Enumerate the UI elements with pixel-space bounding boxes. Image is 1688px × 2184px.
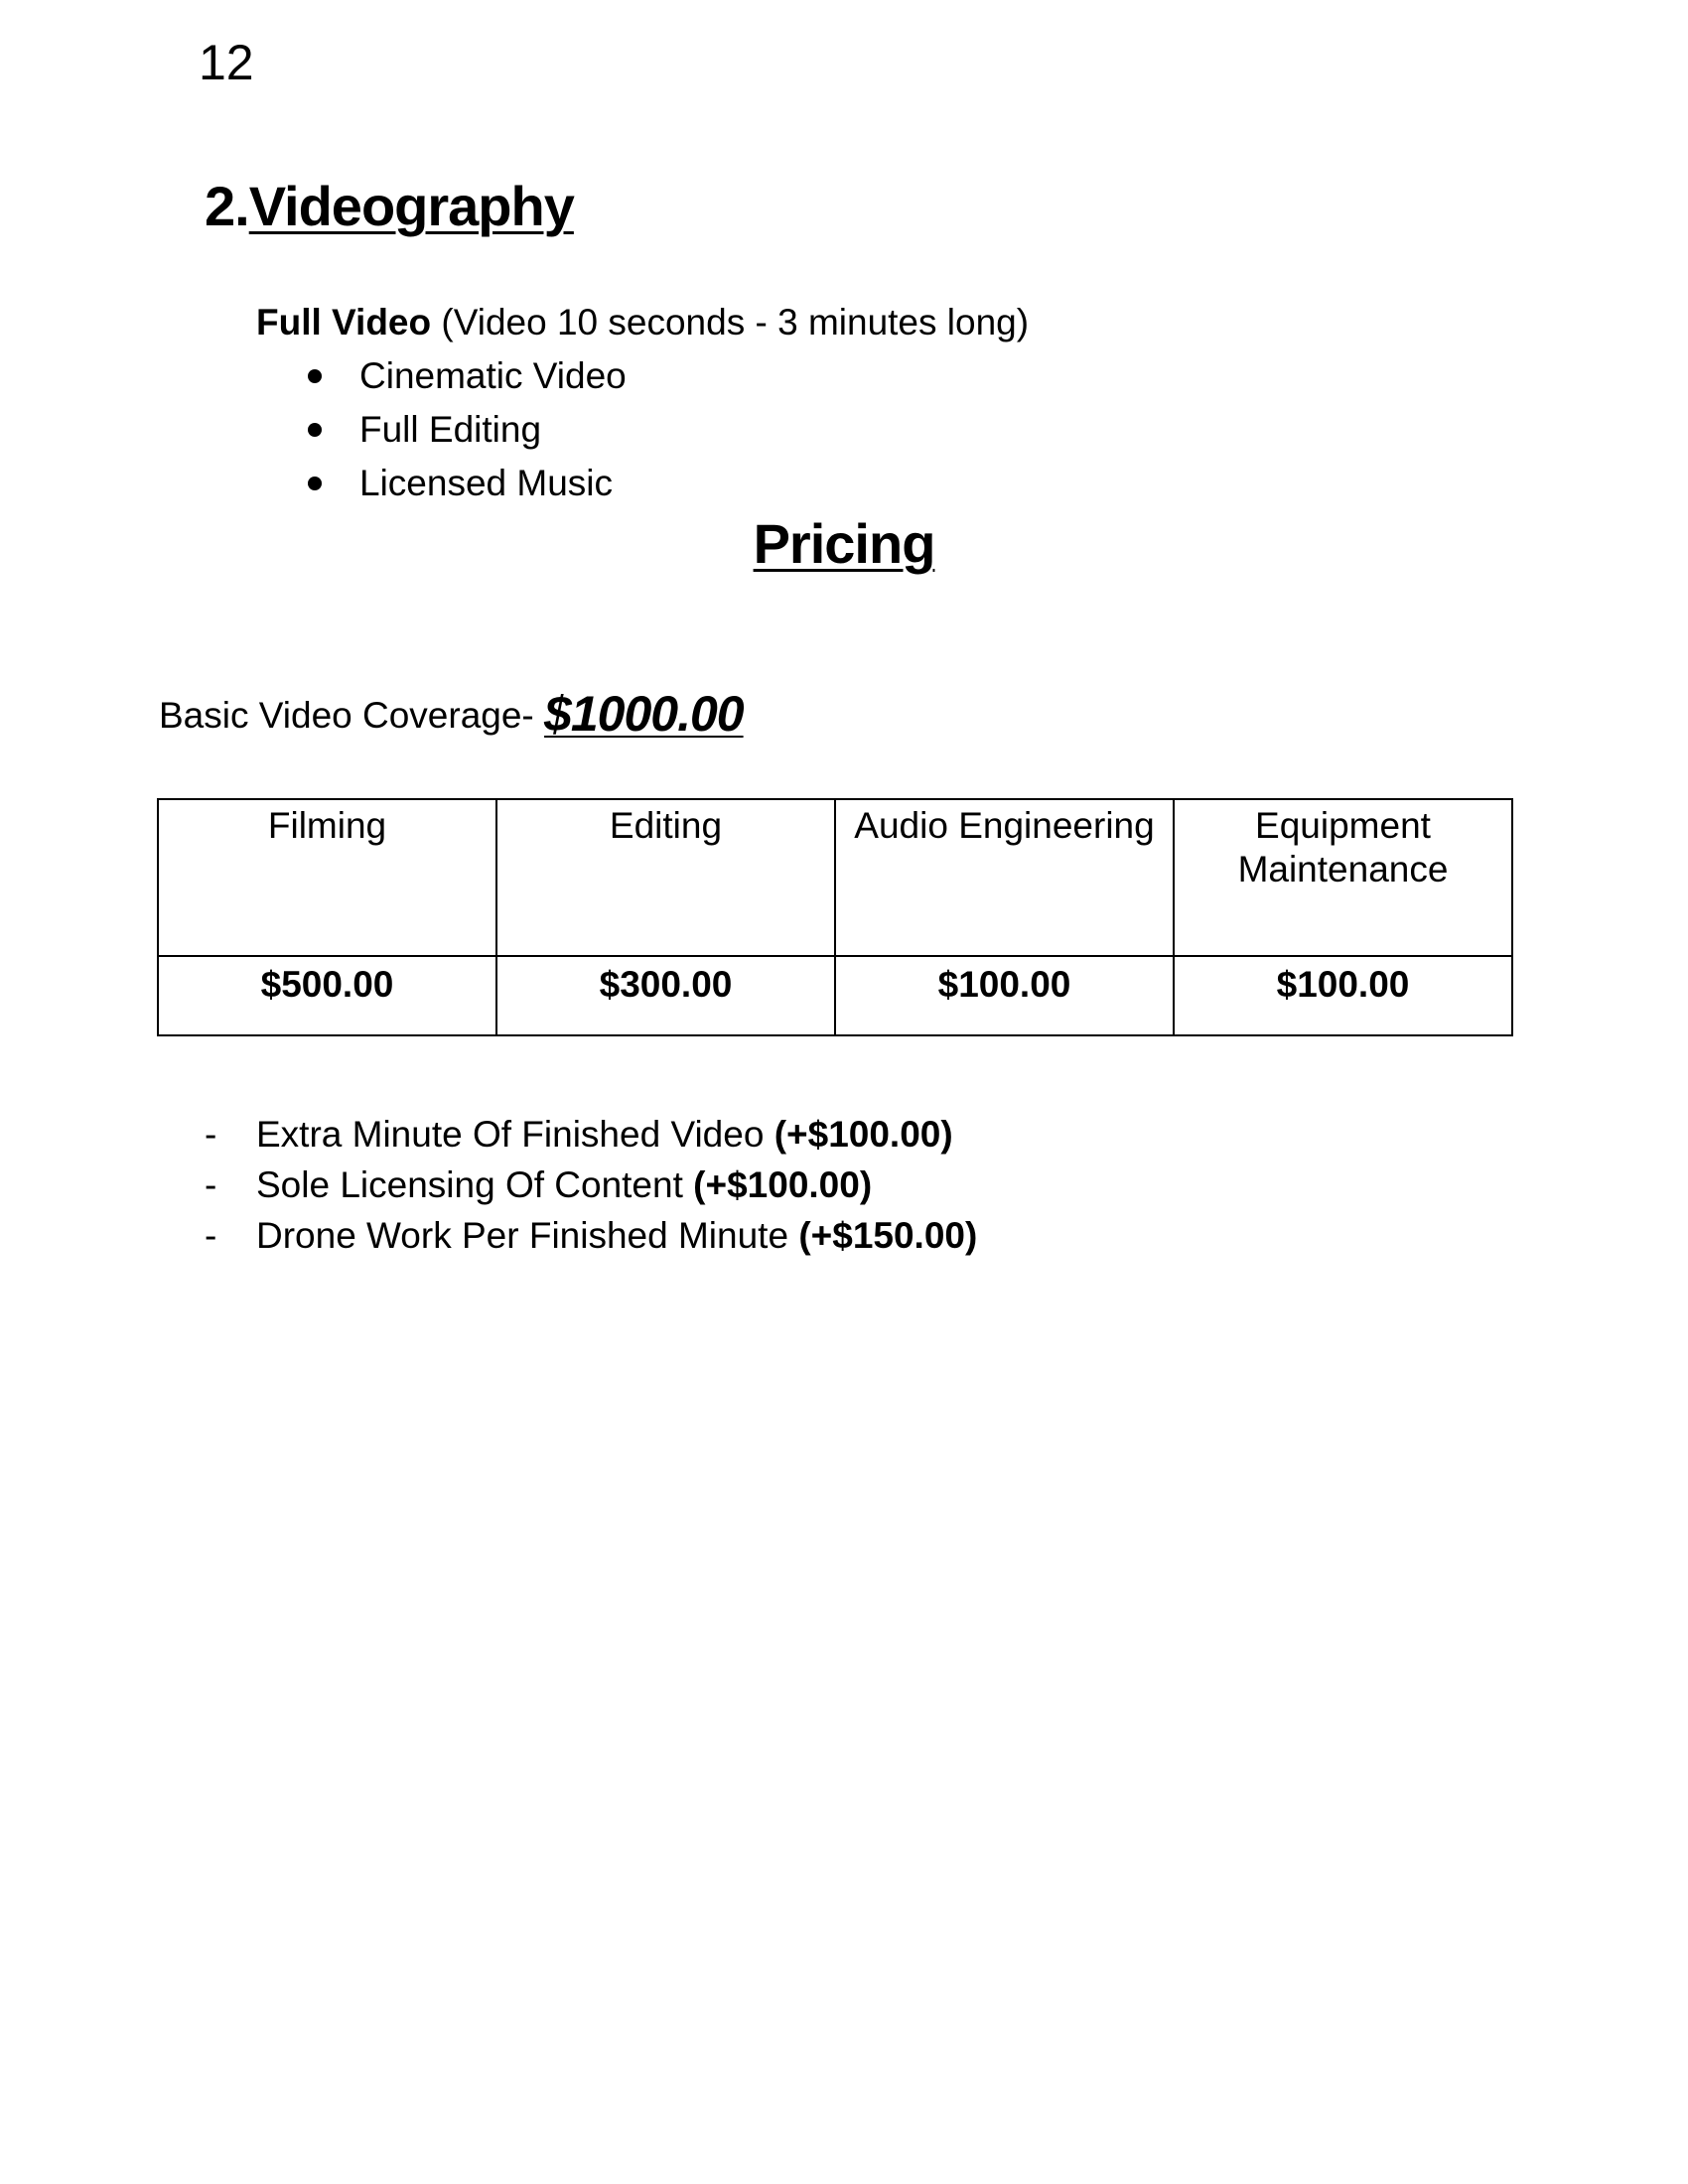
pricing-heading-text: Pricing <box>753 512 935 575</box>
table-price-cell: $300.00 <box>496 956 835 1035</box>
table-price-cell: $100.00 <box>1174 956 1512 1035</box>
list-item <box>308 357 627 411</box>
table-price-cell: $100.00 <box>835 956 1174 1035</box>
table-price-cell: $500.00 <box>158 956 496 1035</box>
list-item <box>205 1217 977 1268</box>
bullet-icon <box>308 477 322 490</box>
extra-label: Extra Minute Of Finished Video <box>256 1114 765 1155</box>
table-header-cell: Filming <box>158 799 496 956</box>
dash-bullet: - <box>205 1114 217 1155</box>
pricing-heading <box>0 512 1688 575</box>
table-row <box>158 956 1512 1035</box>
extra-cost: (+$100.00) <box>774 1114 953 1155</box>
extra-label: Drone Work Per Finished Minute <box>256 1215 789 1256</box>
list-item <box>308 411 627 465</box>
list-item <box>205 1116 977 1166</box>
package-line <box>256 304 1029 341</box>
dash-bullet: - <box>205 1164 217 1205</box>
table-header-cell: Audio Engineering <box>835 799 1174 956</box>
feature-label: Full Editing <box>359 409 542 450</box>
extra-cost: (+$150.00) <box>798 1215 978 1256</box>
extras-list <box>205 1116 977 1268</box>
feature-list <box>308 357 627 518</box>
table-header-cell: Editing <box>496 799 835 956</box>
section-heading <box>205 175 574 237</box>
section-title: Videography <box>248 175 574 237</box>
list-item <box>308 465 627 518</box>
table-row <box>158 799 1512 956</box>
coverage-amount: $1000.00 <box>544 686 744 742</box>
coverage-label: Basic Video Coverage- <box>159 695 534 736</box>
bullet-icon <box>308 369 322 383</box>
extra-cost: (+$100.00) <box>693 1164 873 1205</box>
feature-label: Licensed Music <box>359 463 614 503</box>
extra-label: Sole Licensing Of Content <box>256 1164 683 1205</box>
section-number: 2. <box>205 175 249 237</box>
dash-bullet: - <box>205 1215 217 1256</box>
package-name: Full Video <box>256 302 432 342</box>
bullet-icon <box>308 423 322 437</box>
table-header-cell: Equipment Maintenance <box>1174 799 1512 956</box>
price-breakdown-table <box>157 798 1513 1036</box>
package-description: (Video 10 seconds - 3 minutes long) <box>441 302 1030 342</box>
list-item <box>205 1166 977 1217</box>
page-number: 12 <box>199 35 254 90</box>
feature-label: Cinematic Video <box>359 355 627 396</box>
coverage-line <box>159 686 744 742</box>
